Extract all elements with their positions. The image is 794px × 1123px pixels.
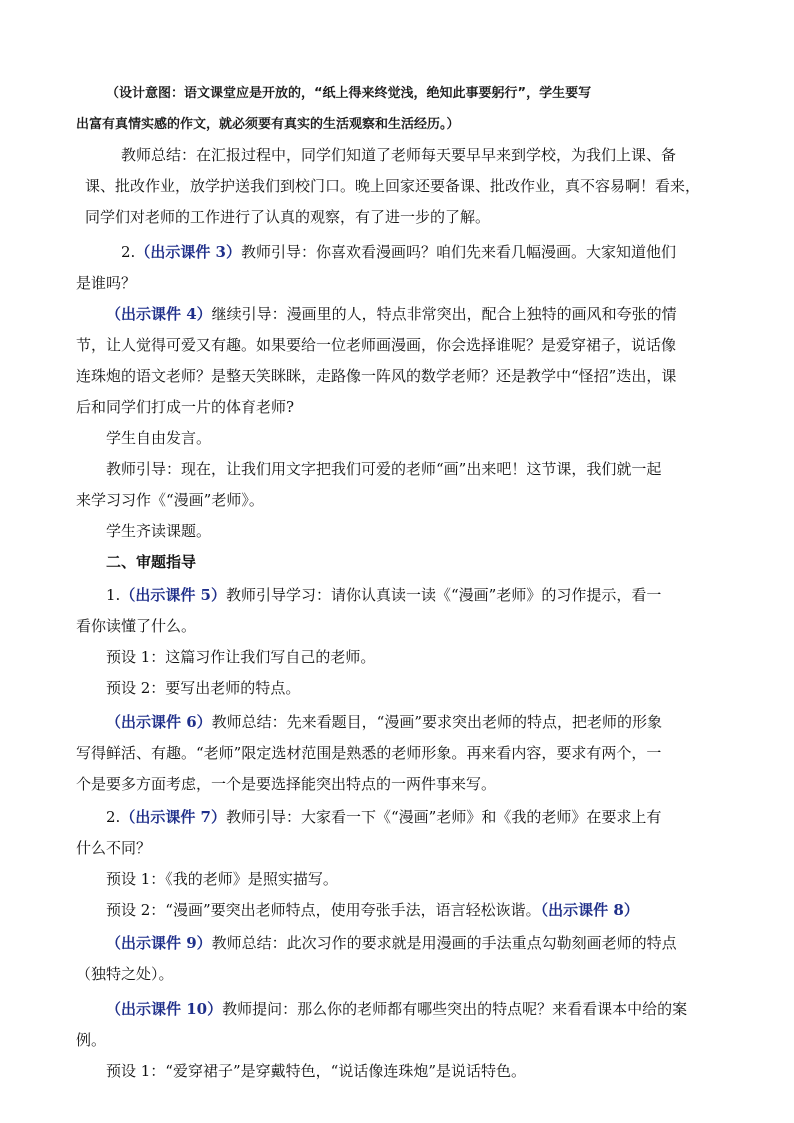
courseware-tag: （出示课件 9）	[106, 934, 212, 952]
courseware-tag: （出示课件 4）	[106, 305, 212, 323]
paragraph-line: 看你读懂了什么。	[76, 617, 197, 635]
paragraph-line	[76, 580, 750, 611]
paragraph-line: 课、批改作业，放学护送我们到校门口。晚上回家还要备课、批改作业，真不容易啊！看来，	[85, 177, 701, 195]
courseware-tag: （出示课件 3）	[135, 243, 241, 261]
design-intent-line-2: 出富有真情实感的作文，就必须要有真实的生活观察和生活经历。）	[76, 117, 460, 132]
paragraph-line: 是谁吗？	[76, 274, 137, 292]
paragraph-line: 来学习习作《“漫画”老师》。	[76, 491, 264, 509]
paragraph-line	[76, 895, 750, 926]
paragraph-text: 教师提问：那么你的老师都有哪些突出的特点呢？来看看课本中给的案	[222, 1000, 688, 1018]
courseware-tag: （出示课件 6）	[106, 713, 212, 731]
paragraph-line: 预设 1：“爱穿裙子”是穿戴特色，“说话像连珠炮”是说话特色。	[106, 1062, 526, 1080]
paragraph-line: 节，让人觉得可爱又有趣。如果要给一位老师画漫画，你会选择谁呢？是爱穿裙子，说话像	[76, 336, 677, 354]
item-number: 2.	[106, 808, 121, 826]
paragraph-line: （独特之处）。	[76, 965, 174, 983]
paragraph-line: 连珠炮的语文老师？是整天笑眯眯，走路像一阵风的数学老师？还是教学中“怪招”迭出，课	[76, 367, 677, 385]
paragraph-line: 教师总结：在汇报过程中，同学们知道了老师每天要早早来到学校，为我们上课、备	[121, 146, 677, 164]
paragraph-line	[76, 928, 750, 959]
paragraph-line: 什么不同？	[76, 839, 152, 857]
paragraph-text: 教师总结：先来看题目，“漫画”要求突出老师的特点，把老师的形象	[211, 713, 663, 731]
section-heading: 二、审题指导	[106, 553, 197, 571]
paragraph-line: 预设 1：这篇习作让我们写自己的老师。	[106, 648, 376, 666]
design-intent-line-1: （设计意图：语文课堂应是开放的，“纸上得来终觉浅，绝知此事要躬行”，学生要写	[106, 86, 592, 101]
paragraph-line: 后和同学们打成一片的体育老师?	[76, 398, 295, 416]
courseware-tag: （出示课件 5）	[120, 586, 226, 604]
paragraph-text: 教师引导学习：请你认真读一读《“漫画”老师》的习作提示，看一	[225, 586, 662, 604]
paragraph-line	[76, 299, 750, 330]
paragraph-text: 继续引导：漫画里的人，特点非常突出，配合上独特的画风和夸张的情	[211, 305, 677, 323]
paragraph-line: 预设 2：要写出老师的特点。	[106, 679, 301, 697]
paragraph-line	[76, 994, 750, 1025]
paragraph-line: 学生自由发言。	[106, 429, 212, 447]
courseware-tag: （出示课件 10）	[106, 1000, 223, 1018]
paragraph-line: 例。	[76, 1031, 107, 1049]
paragraph-line: 学生齐读课题。	[106, 522, 212, 540]
courseware-tag: （出示课件 7）	[120, 808, 226, 826]
item-number: 1.	[106, 586, 121, 604]
paragraph-line: 同学们对老师的工作进行了认真的观察，有了进一步的了解。	[85, 208, 491, 226]
item-number: 2.	[121, 243, 136, 261]
paragraph-line: 预设 1：《我的老师》是照实描写。	[106, 870, 338, 888]
courseware-tag: （出示课件 8）	[540, 901, 639, 919]
paragraph-line	[76, 237, 765, 268]
paragraph-line: 个是要多方面考虑，一个是要选择能突出特点的一两件事来写。	[76, 775, 497, 793]
paragraph-line	[76, 802, 750, 833]
paragraph-text: 教师引导：大家看一下《“漫画”老师》和《我的老师》在要求上有	[225, 808, 662, 826]
paragraph-line	[76, 707, 750, 738]
paragraph-text: 预设 2：“漫画”要突出老师特点，使用夸张手法，语言轻松诙谐。	[106, 901, 541, 919]
paragraph-text: 教师总结：此次习作的要求就是用漫画的手法重点勾勒刻画老师的特点	[211, 934, 677, 952]
paragraph-line: 教师引导：现在，让我们用文字把我们可爱的老师“画”出来吧！这节课，我们就一起	[106, 460, 662, 478]
paragraph-line: 写得鲜活、有趣。“老师”限定选材范围是熟悉的老师形象。再来看内容，要求有两个，一	[76, 744, 662, 762]
paragraph-text: 教师引导：你喜欢看漫画吗？咱们先来看几幅漫画。大家知道他们	[240, 243, 676, 261]
